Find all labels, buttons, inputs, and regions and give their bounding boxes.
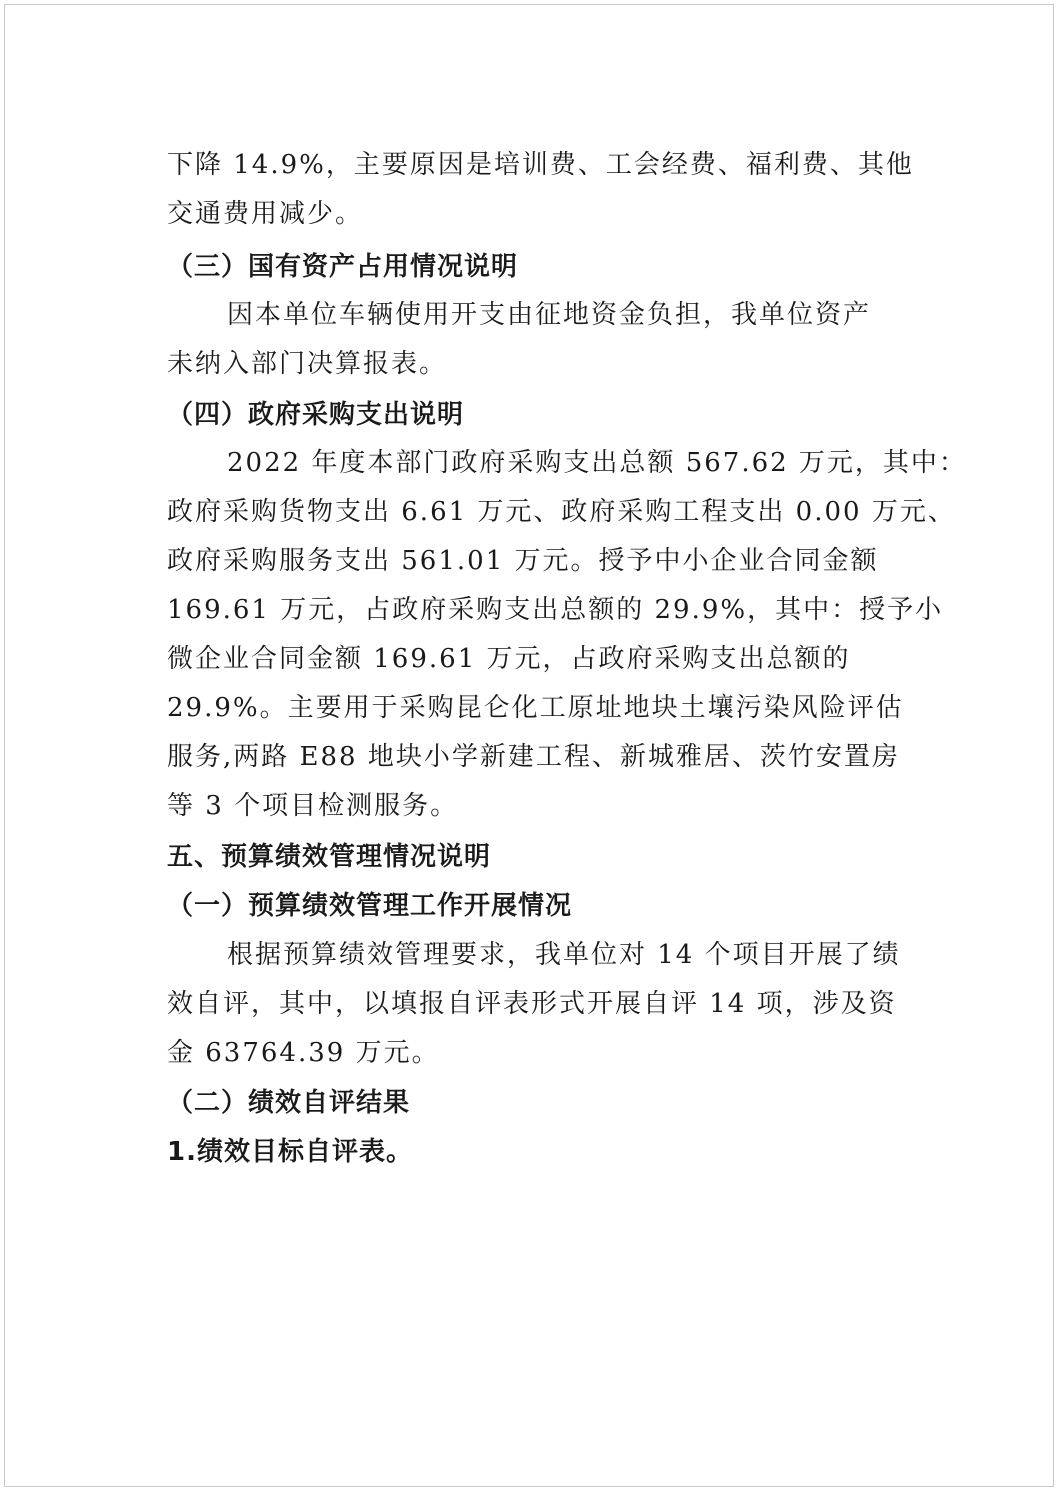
text-line: 下降 14.9%，主要原因是培训费、工会经费、福利费、其他	[167, 150, 914, 180]
text-line: 未纳入部门决算报表。	[167, 349, 448, 379]
text-line: 2022 年度本部门政府采购支出总额 567.62 万元，其中：	[227, 448, 967, 478]
section-heading: （一）预算绩效管理工作开展情况	[167, 891, 573, 921]
text-line: 金 63764.39 万元。	[167, 1038, 440, 1068]
text-line: 政府采购货物支出 6.61 万元、政府采购工程支出 0.00 万元、	[167, 497, 956, 527]
text-line: 根据预算绩效管理要求，我单位对 14 个项目开展了绩	[227, 940, 901, 970]
text-line: 等 3 个项目检测服务。	[167, 791, 459, 821]
section-heading: （四）政府采购支出说明	[167, 400, 465, 430]
text-line: 交通费用减少。	[167, 199, 364, 229]
text-line: 服务,两路 E88 地块小学新建工程、新城雅居、茨竹安置房	[167, 742, 900, 772]
chapter-heading: 五、预算绩效管理情况说明	[167, 842, 492, 872]
text-line: 政府采购服务支出 561.01 万元。授予中小企业合同金额	[167, 546, 879, 576]
text-line: 169.61 万元，占政府采购支出总额的 29.9%，其中：授予小	[167, 595, 944, 625]
text-line: 微企业合同金额 169.61 万元，占政府采购支出总额的	[167, 644, 851, 674]
section-heading: （二）绩效自评结果	[167, 1088, 411, 1118]
text-line: 效自评，其中，以填报自评表形式开展自评 14 项，涉及资	[167, 989, 897, 1019]
text-line: 因本单位车辆使用开支由征地资金负担，我单位资产	[227, 300, 872, 330]
section-heading: （三）国有资产占用情况说明	[167, 252, 519, 282]
document-page	[4, 4, 1054, 1487]
text-line: 29.9%。主要用于采购昆仑化工原址地块土壤污染风险评估	[167, 693, 904, 723]
sub-heading: 1.绩效目标自评表。	[167, 1137, 413, 1167]
